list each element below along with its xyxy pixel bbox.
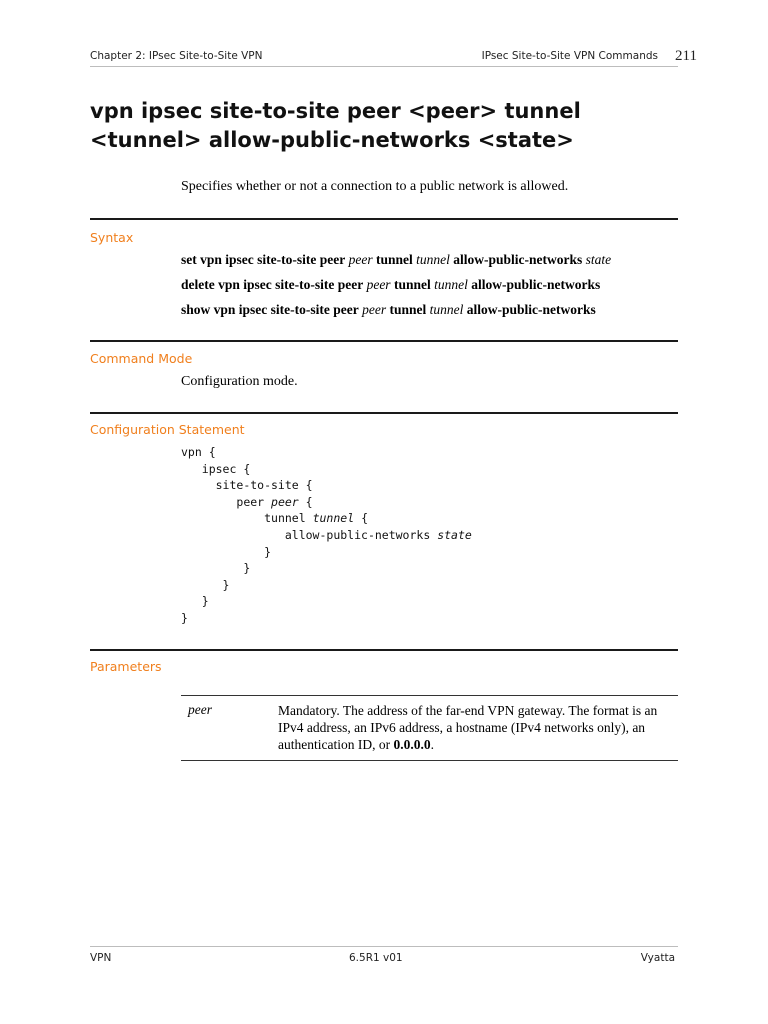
command-mode-text: Configuration mode.: [181, 374, 298, 389]
code-brace: {: [305, 494, 313, 509]
config-statement-code: [181, 444, 472, 627]
code-brace: }: [222, 577, 230, 592]
syntax-argument: peer: [362, 302, 387, 317]
code-brace: }: [181, 610, 188, 625]
page-number: 211: [675, 48, 697, 64]
page-title: [90, 97, 690, 155]
syntax-set-line: [181, 252, 611, 268]
title-line-1: vpn ipsec site-to-site peer <peer> tunnel: [90, 99, 581, 123]
section-divider-syntax: [90, 218, 678, 220]
running-header-section: IPsec Site-to-Site VPN Commands: [481, 50, 658, 62]
footer-version: 6.5R1 v01: [349, 952, 403, 964]
code-argument: state: [437, 527, 472, 542]
syntax-show-line: [181, 302, 596, 318]
parameter-description-text: Mandatory. The address of the far-end VPN gateway. The format is an IPv4 address, an IPv6 address, a hostname (IPv4 networks only), an authentication ID, or: [278, 703, 658, 752]
code-line: vpn {: [181, 445, 216, 459]
section-divider-parameters: [90, 649, 678, 651]
code-argument: peer: [271, 494, 299, 509]
syntax-argument: peer: [348, 252, 373, 267]
syntax-keyword: allow-public-networks: [471, 277, 601, 292]
syntax-keyword: show vpn ipsec site-to-site peer: [181, 302, 359, 317]
code-line: ipsec {: [201, 461, 251, 476]
parameters-table: [181, 695, 678, 761]
syntax-keyword: tunnel: [393, 277, 431, 292]
syntax-argument: tunnel: [434, 277, 468, 292]
syntax-keyword: allow-public-networks: [466, 302, 596, 317]
header-divider: [90, 66, 678, 67]
syntax-keyword: tunnel: [375, 252, 413, 267]
code-brace: }: [201, 594, 209, 609]
command-description: Specifies whether or not a connection to a public network is allowed.: [181, 179, 569, 194]
syntax-argument: peer: [366, 277, 391, 292]
syntax-argument: state: [585, 252, 612, 267]
syntax-keyword: tunnel: [389, 302, 427, 317]
syntax-heading: Syntax: [90, 230, 134, 245]
footer-left: VPN: [90, 952, 112, 964]
parameters-heading: Parameters: [90, 659, 162, 674]
running-header-chapter: Chapter 2: IPsec Site-to-Site VPN: [90, 50, 263, 62]
parameter-description-end: .: [430, 737, 434, 752]
parameter-literal: 0.0.0.0: [393, 737, 431, 752]
section-divider-command-mode: [90, 340, 678, 342]
config-statement-heading: Configuration Statement: [90, 422, 245, 437]
footer-right: Vyatta: [640, 952, 675, 964]
command-mode-heading: Command Mode: [90, 351, 193, 366]
syntax-keyword: delete vpn ipsec site-to-site peer: [181, 277, 364, 292]
syntax-argument: tunnel: [429, 302, 464, 317]
code-argument: tunnel: [312, 511, 355, 526]
code-brace: {: [361, 511, 368, 526]
code-brace: }: [264, 544, 272, 559]
syntax-keyword: allow-public-networks: [453, 252, 583, 267]
code-keyword: peer: [236, 494, 265, 509]
section-divider-config: [90, 412, 678, 414]
code-brace: }: [243, 561, 251, 576]
parameter-description: [278, 702, 658, 753]
title-line-2: <tunnel> allow-public-networks <state>: [90, 128, 574, 152]
syntax-delete-line: [181, 277, 600, 293]
code-line: site-to-site {: [215, 478, 313, 493]
footer-divider: [90, 946, 678, 947]
parameter-name: peer: [188, 702, 212, 717]
code-keyword: allow-public-networks: [284, 527, 431, 542]
syntax-argument: tunnel: [416, 252, 450, 267]
syntax-keyword: set vpn ipsec site-to-site peer: [181, 252, 346, 267]
code-keyword: tunnel: [264, 511, 306, 526]
